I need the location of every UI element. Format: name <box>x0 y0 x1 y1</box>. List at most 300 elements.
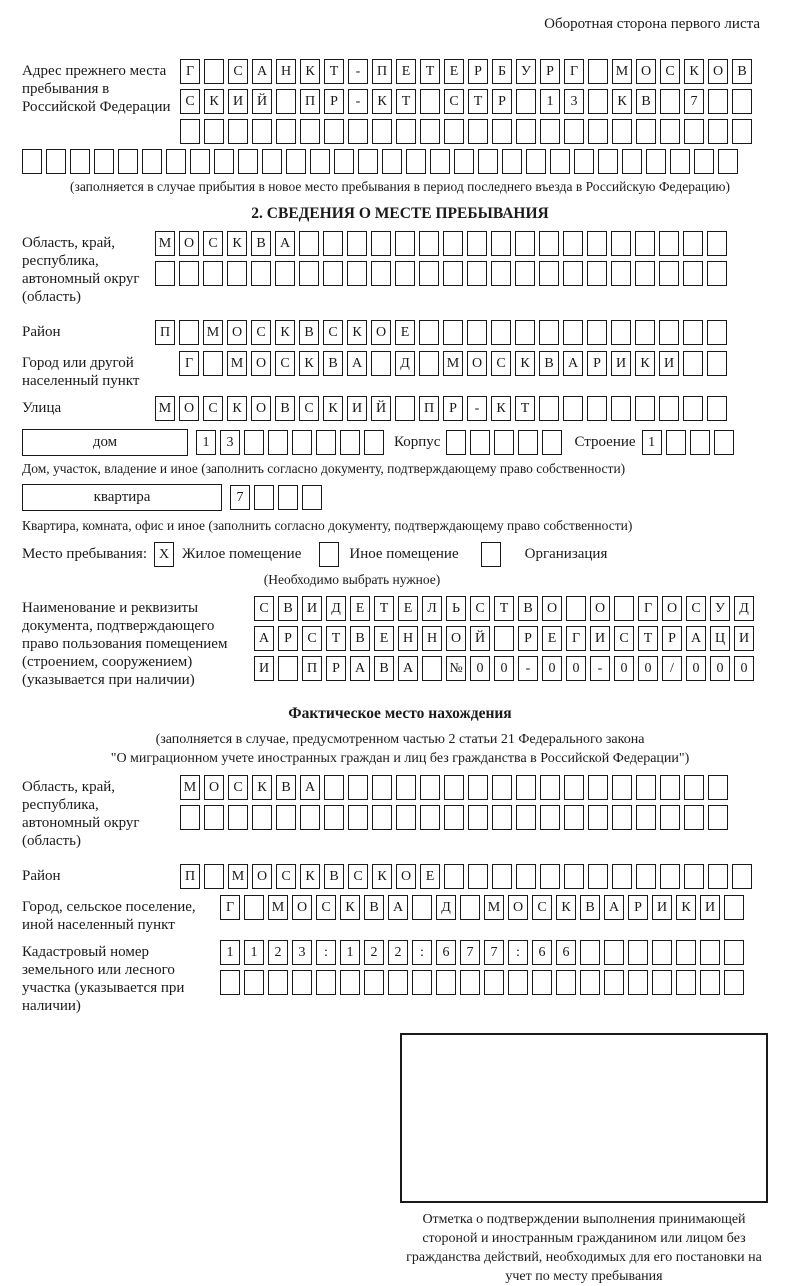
char-box[interactable] <box>635 320 655 345</box>
char-box[interactable] <box>348 805 368 830</box>
char-box[interactable] <box>636 864 656 889</box>
char-box[interactable] <box>587 231 607 256</box>
char-box[interactable] <box>612 805 632 830</box>
char-box[interactable]: О <box>590 596 610 621</box>
char-box[interactable]: 0 <box>710 656 730 681</box>
char-box[interactable] <box>203 261 223 286</box>
char-box[interactable]: Р <box>278 626 298 651</box>
char-box[interactable] <box>419 231 439 256</box>
char-box[interactable]: С <box>470 596 490 621</box>
char-box[interactable] <box>563 261 583 286</box>
char-box[interactable]: 7 <box>684 89 704 114</box>
char-box[interactable]: М <box>268 895 288 920</box>
char-box[interactable] <box>563 231 583 256</box>
char-box[interactable]: А <box>275 231 295 256</box>
char-box[interactable] <box>228 805 248 830</box>
char-box[interactable] <box>564 864 584 889</box>
char-box[interactable]: К <box>372 864 392 889</box>
char-box[interactable]: И <box>590 626 610 651</box>
char-box[interactable] <box>492 864 512 889</box>
char-box[interactable] <box>276 805 296 830</box>
char-box[interactable] <box>683 261 703 286</box>
char-box[interactable]: П <box>180 864 200 889</box>
char-box[interactable] <box>732 89 752 114</box>
char-box[interactable]: Т <box>326 626 346 651</box>
char-box[interactable] <box>316 430 336 455</box>
char-box[interactable] <box>708 864 728 889</box>
char-box[interactable] <box>419 320 439 345</box>
char-box[interactable]: 6 <box>436 940 456 965</box>
char-box[interactable]: Й <box>371 396 391 421</box>
char-box[interactable] <box>660 864 680 889</box>
char-box[interactable]: А <box>350 656 370 681</box>
char-box[interactable]: А <box>604 895 624 920</box>
char-box[interactable] <box>622 149 642 174</box>
char-box[interactable]: Р <box>443 396 463 421</box>
char-box[interactable]: 0 <box>494 656 514 681</box>
char-box[interactable]: К <box>300 864 320 889</box>
char-box[interactable] <box>628 940 648 965</box>
char-box[interactable] <box>300 805 320 830</box>
char-box[interactable]: С <box>316 895 336 920</box>
char-box[interactable]: О <box>227 320 247 345</box>
char-box[interactable] <box>190 149 210 174</box>
char-box[interactable] <box>564 775 584 800</box>
char-box[interactable]: К <box>227 396 247 421</box>
char-box[interactable]: К <box>635 351 655 376</box>
char-box[interactable] <box>564 805 584 830</box>
char-box[interactable] <box>180 805 200 830</box>
char-box[interactable]: С <box>686 596 706 621</box>
char-box[interactable] <box>204 59 224 84</box>
char-box[interactable] <box>540 775 560 800</box>
char-box[interactable] <box>347 231 367 256</box>
char-box[interactable]: 3 <box>220 430 240 455</box>
char-box[interactable] <box>732 119 752 144</box>
char-box[interactable] <box>179 320 199 345</box>
char-box[interactable] <box>268 430 288 455</box>
char-box[interactable]: Р <box>628 895 648 920</box>
char-box[interactable] <box>659 320 679 345</box>
char-box[interactable]: Н <box>398 626 418 651</box>
char-box[interactable]: 2 <box>388 940 408 965</box>
char-box[interactable] <box>540 119 560 144</box>
char-box[interactable]: 7 <box>230 485 250 510</box>
char-box[interactable] <box>252 119 272 144</box>
char-box[interactable] <box>443 231 463 256</box>
char-box[interactable] <box>588 805 608 830</box>
char-box[interactable]: У <box>710 596 730 621</box>
char-box[interactable] <box>588 89 608 114</box>
char-box[interactable]: С <box>203 231 223 256</box>
char-box[interactable]: С <box>532 895 552 920</box>
char-box[interactable] <box>516 805 536 830</box>
char-box[interactable] <box>708 119 728 144</box>
char-box[interactable]: С <box>491 351 511 376</box>
char-box[interactable]: С <box>276 864 296 889</box>
char-box[interactable] <box>347 261 367 286</box>
char-box[interactable]: В <box>323 351 343 376</box>
char-box[interactable] <box>684 775 704 800</box>
char-box[interactable] <box>364 430 384 455</box>
char-box[interactable] <box>659 261 679 286</box>
char-box[interactable] <box>310 149 330 174</box>
char-box[interactable]: Р <box>324 89 344 114</box>
char-box[interactable] <box>588 59 608 84</box>
char-box[interactable]: П <box>300 89 320 114</box>
char-box[interactable]: С <box>251 320 271 345</box>
char-box[interactable]: Б <box>492 59 512 84</box>
char-box[interactable] <box>484 970 504 995</box>
char-box[interactable]: : <box>412 940 432 965</box>
char-box[interactable]: 6 <box>556 940 576 965</box>
char-box[interactable] <box>412 895 432 920</box>
char-box[interactable]: № <box>446 656 466 681</box>
char-box[interactable] <box>179 261 199 286</box>
char-box[interactable] <box>299 231 319 256</box>
char-box[interactable] <box>299 261 319 286</box>
char-box[interactable]: Н <box>422 626 442 651</box>
char-box[interactable] <box>670 149 690 174</box>
char-box[interactable]: Т <box>494 596 514 621</box>
char-box[interactable]: С <box>275 351 295 376</box>
char-box[interactable] <box>302 485 322 510</box>
char-box[interactable] <box>732 864 752 889</box>
char-box[interactable]: Д <box>436 895 456 920</box>
char-box[interactable]: С <box>444 89 464 114</box>
char-box[interactable] <box>516 864 536 889</box>
char-box[interactable]: Е <box>396 59 416 84</box>
char-box[interactable] <box>515 320 535 345</box>
char-box[interactable]: П <box>419 396 439 421</box>
char-box[interactable]: И <box>228 89 248 114</box>
char-box[interactable]: А <box>563 351 583 376</box>
char-box[interactable] <box>203 351 223 376</box>
char-box[interactable]: Е <box>444 59 464 84</box>
char-box[interactable] <box>540 864 560 889</box>
char-box[interactable] <box>142 149 162 174</box>
char-box[interactable]: О <box>508 895 528 920</box>
char-box[interactable] <box>700 970 720 995</box>
char-box[interactable]: К <box>612 89 632 114</box>
char-box[interactable] <box>300 119 320 144</box>
char-box[interactable]: И <box>734 626 754 651</box>
char-box[interactable] <box>467 261 487 286</box>
char-box[interactable] <box>323 261 343 286</box>
char-box[interactable] <box>396 805 416 830</box>
char-box[interactable] <box>494 626 514 651</box>
char-box[interactable] <box>652 970 672 995</box>
char-box[interactable]: Г <box>638 596 658 621</box>
char-box[interactable]: С <box>203 396 223 421</box>
char-box[interactable]: С <box>348 864 368 889</box>
char-box[interactable] <box>714 430 734 455</box>
char-box[interactable] <box>388 970 408 995</box>
char-box[interactable]: И <box>611 351 631 376</box>
char-box[interactable]: В <box>518 596 538 621</box>
char-box[interactable]: К <box>515 351 535 376</box>
char-box[interactable] <box>612 775 632 800</box>
char-box[interactable]: О <box>204 775 224 800</box>
char-box[interactable]: 0 <box>734 656 754 681</box>
char-box[interactable] <box>539 231 559 256</box>
char-box[interactable]: 1 <box>642 430 662 455</box>
char-box[interactable]: В <box>732 59 752 84</box>
char-box[interactable] <box>238 149 258 174</box>
char-box[interactable] <box>430 149 450 174</box>
char-box[interactable] <box>563 320 583 345</box>
char-box[interactable]: О <box>467 351 487 376</box>
char-box[interactable] <box>646 149 666 174</box>
char-box[interactable] <box>371 231 391 256</box>
char-box[interactable] <box>566 596 586 621</box>
char-box[interactable]: В <box>275 396 295 421</box>
char-box[interactable]: А <box>254 626 274 651</box>
char-box[interactable]: К <box>227 231 247 256</box>
char-box[interactable]: - <box>467 396 487 421</box>
char-box[interactable]: Т <box>420 59 440 84</box>
char-box[interactable] <box>372 775 392 800</box>
char-box[interactable]: 0 <box>470 656 490 681</box>
char-box[interactable] <box>588 864 608 889</box>
char-box[interactable] <box>724 940 744 965</box>
char-box[interactable] <box>700 940 720 965</box>
char-box[interactable] <box>220 970 240 995</box>
char-box[interactable]: Р <box>587 351 607 376</box>
char-box[interactable]: 0 <box>566 656 586 681</box>
char-box[interactable]: К <box>252 775 272 800</box>
char-box[interactable]: 2 <box>268 940 288 965</box>
char-box[interactable]: Е <box>350 596 370 621</box>
char-box[interactable] <box>635 231 655 256</box>
stay-type-checkbox-organization[interactable] <box>481 542 501 567</box>
char-box[interactable]: С <box>302 626 322 651</box>
char-box[interactable]: Е <box>398 596 418 621</box>
char-box[interactable] <box>254 485 274 510</box>
char-box[interactable] <box>636 805 656 830</box>
char-box[interactable] <box>598 149 618 174</box>
char-box[interactable] <box>502 149 522 174</box>
char-box[interactable]: - <box>348 59 368 84</box>
char-box[interactable] <box>276 89 296 114</box>
char-box[interactable]: И <box>700 895 720 920</box>
char-box[interactable] <box>683 351 703 376</box>
char-box[interactable] <box>478 149 498 174</box>
char-box[interactable] <box>323 231 343 256</box>
char-box[interactable]: : <box>316 940 336 965</box>
char-box[interactable] <box>444 864 464 889</box>
char-box[interactable]: П <box>302 656 322 681</box>
char-box[interactable]: Й <box>470 626 490 651</box>
char-box[interactable] <box>412 970 432 995</box>
char-box[interactable] <box>718 149 738 174</box>
char-box[interactable] <box>724 895 744 920</box>
char-box[interactable] <box>540 805 560 830</box>
char-box[interactable]: Р <box>326 656 346 681</box>
char-box[interactable]: Е <box>420 864 440 889</box>
char-box[interactable] <box>659 396 679 421</box>
char-box[interactable]: : <box>508 940 528 965</box>
char-box[interactable]: С <box>180 89 200 114</box>
char-box[interactable]: М <box>155 231 175 256</box>
char-box[interactable]: О <box>179 231 199 256</box>
char-box[interactable] <box>542 430 562 455</box>
char-box[interactable] <box>516 119 536 144</box>
char-box[interactable]: В <box>350 626 370 651</box>
char-box[interactable] <box>372 119 392 144</box>
char-box[interactable]: В <box>276 775 296 800</box>
char-box[interactable]: М <box>180 775 200 800</box>
char-box[interactable]: К <box>299 351 319 376</box>
char-box[interactable]: Т <box>324 59 344 84</box>
char-box[interactable] <box>660 89 680 114</box>
char-box[interactable]: 6 <box>532 940 552 965</box>
char-box[interactable]: 0 <box>638 656 658 681</box>
char-box[interactable] <box>515 231 535 256</box>
char-box[interactable] <box>574 149 594 174</box>
char-box[interactable]: К <box>300 59 320 84</box>
char-box[interactable] <box>286 149 306 174</box>
char-box[interactable]: А <box>388 895 408 920</box>
char-box[interactable] <box>708 89 728 114</box>
char-box[interactable] <box>348 775 368 800</box>
char-box[interactable] <box>611 231 631 256</box>
char-box[interactable] <box>539 320 559 345</box>
char-box[interactable] <box>635 261 655 286</box>
char-box[interactable] <box>419 261 439 286</box>
char-box[interactable]: А <box>686 626 706 651</box>
char-box[interactable] <box>550 149 570 174</box>
char-box[interactable] <box>395 261 415 286</box>
char-box[interactable] <box>340 970 360 995</box>
char-box[interactable]: К <box>204 89 224 114</box>
char-box[interactable]: Л <box>422 596 442 621</box>
char-box[interactable] <box>406 149 426 174</box>
char-box[interactable] <box>652 940 672 965</box>
char-box[interactable]: К <box>340 895 360 920</box>
char-box[interactable] <box>268 970 288 995</box>
char-box[interactable] <box>324 805 344 830</box>
char-box[interactable]: В <box>539 351 559 376</box>
char-box[interactable]: Р <box>468 59 488 84</box>
char-box[interactable] <box>604 970 624 995</box>
char-box[interactable]: 1 <box>244 940 264 965</box>
char-box[interactable]: У <box>516 59 536 84</box>
char-box[interactable]: - <box>518 656 538 681</box>
char-box[interactable] <box>228 119 248 144</box>
char-box[interactable]: П <box>155 320 175 345</box>
char-box[interactable]: / <box>662 656 682 681</box>
char-box[interactable]: О <box>251 396 271 421</box>
char-box[interactable]: 3 <box>564 89 584 114</box>
char-box[interactable] <box>539 261 559 286</box>
char-box[interactable] <box>443 261 463 286</box>
char-box[interactable] <box>707 396 727 421</box>
char-box[interactable]: И <box>302 596 322 621</box>
char-box[interactable] <box>422 656 442 681</box>
char-box[interactable] <box>166 149 186 174</box>
char-box[interactable] <box>446 430 466 455</box>
char-box[interactable] <box>708 805 728 830</box>
char-box[interactable]: Т <box>515 396 535 421</box>
char-box[interactable] <box>468 864 488 889</box>
char-box[interactable] <box>684 864 704 889</box>
char-box[interactable]: К <box>556 895 576 920</box>
char-box[interactable] <box>588 775 608 800</box>
char-box[interactable] <box>94 149 114 174</box>
char-box[interactable] <box>420 775 440 800</box>
char-box[interactable]: 7 <box>460 940 480 965</box>
char-box[interactable] <box>628 970 648 995</box>
char-box[interactable]: Т <box>374 596 394 621</box>
stay-type-checkbox-other-premises[interactable] <box>319 542 339 567</box>
char-box[interactable] <box>611 320 631 345</box>
char-box[interactable]: Р <box>492 89 512 114</box>
char-box[interactable]: Р <box>662 626 682 651</box>
char-box[interactable] <box>516 775 536 800</box>
char-box[interactable] <box>612 119 632 144</box>
char-box[interactable]: Н <box>276 59 296 84</box>
char-box[interactable]: М <box>203 320 223 345</box>
char-box[interactable] <box>707 351 727 376</box>
char-box[interactable]: В <box>251 231 271 256</box>
char-box[interactable]: С <box>228 775 248 800</box>
char-box[interactable] <box>155 261 175 286</box>
char-box[interactable]: М <box>155 396 175 421</box>
char-box[interactable] <box>614 596 634 621</box>
char-box[interactable]: С <box>254 596 274 621</box>
char-box[interactable]: М <box>227 351 247 376</box>
char-box[interactable]: Д <box>326 596 346 621</box>
char-box[interactable] <box>371 261 391 286</box>
char-box[interactable]: Р <box>518 626 538 651</box>
char-box[interactable]: В <box>636 89 656 114</box>
char-box[interactable] <box>244 970 264 995</box>
char-box[interactable]: М <box>228 864 248 889</box>
char-box[interactable]: И <box>652 895 672 920</box>
char-box[interactable]: О <box>542 596 562 621</box>
char-box[interactable] <box>252 805 272 830</box>
char-box[interactable] <box>587 396 607 421</box>
char-box[interactable]: С <box>660 59 680 84</box>
char-box[interactable]: С <box>323 320 343 345</box>
char-box[interactable] <box>324 775 344 800</box>
char-box[interactable]: О <box>292 895 312 920</box>
char-box[interactable]: Ц <box>710 626 730 651</box>
char-box[interactable] <box>467 320 487 345</box>
char-box[interactable] <box>580 940 600 965</box>
char-box[interactable]: Ь <box>446 596 466 621</box>
char-box[interactable]: Е <box>395 320 415 345</box>
char-box[interactable]: 2 <box>364 940 384 965</box>
char-box[interactable] <box>684 805 704 830</box>
char-box[interactable] <box>587 320 607 345</box>
char-box[interactable] <box>636 775 656 800</box>
char-box[interactable] <box>419 351 439 376</box>
char-box[interactable]: О <box>396 864 416 889</box>
char-box[interactable]: А <box>347 351 367 376</box>
char-box[interactable]: А <box>252 59 272 84</box>
char-box[interactable] <box>491 261 511 286</box>
char-box[interactable]: Т <box>638 626 658 651</box>
char-box[interactable] <box>666 430 686 455</box>
char-box[interactable]: А <box>398 656 418 681</box>
char-box[interactable]: 0 <box>542 656 562 681</box>
char-box[interactable]: С <box>228 59 248 84</box>
char-box[interactable]: 1 <box>220 940 240 965</box>
char-box[interactable]: О <box>252 864 272 889</box>
char-box[interactable]: 3 <box>292 940 312 965</box>
